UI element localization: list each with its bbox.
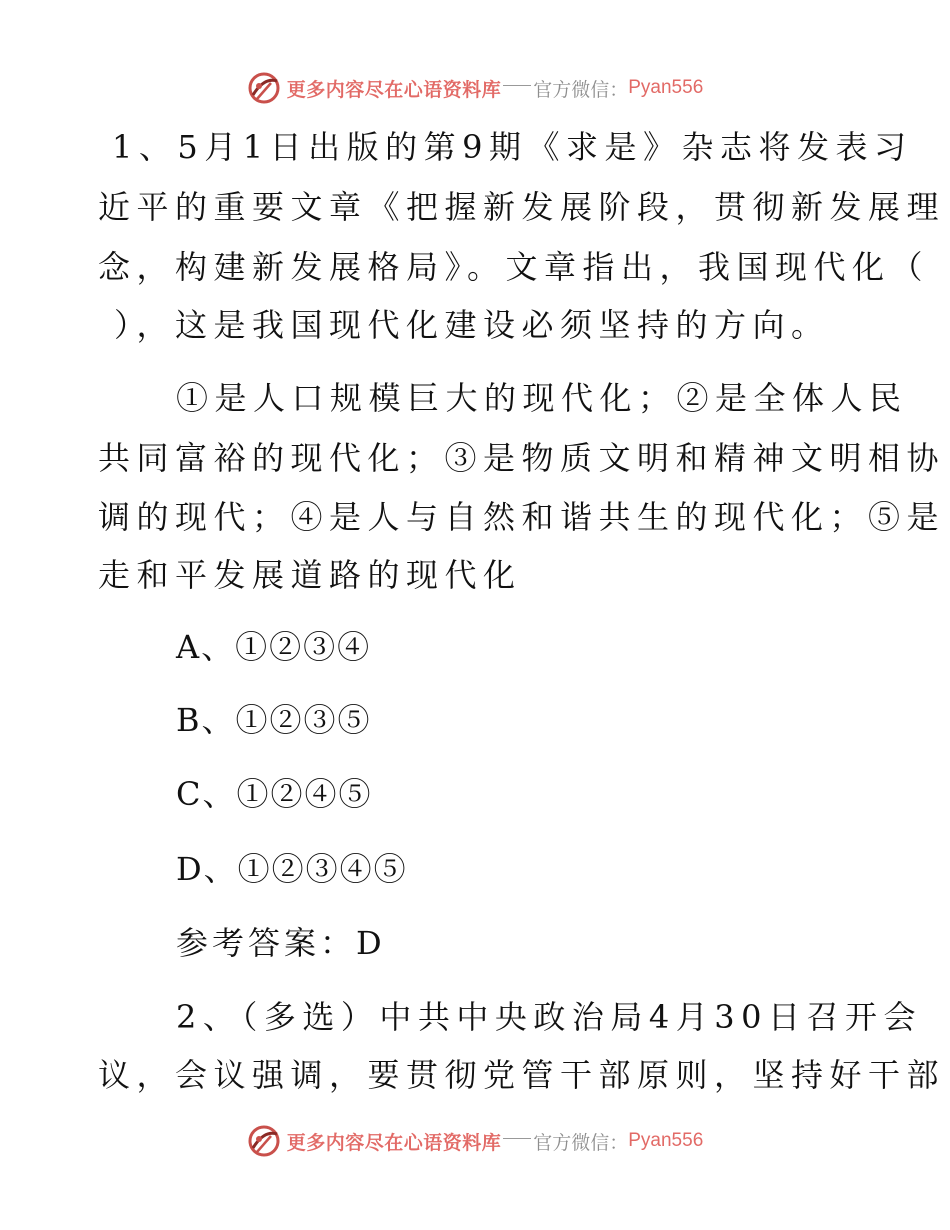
banner-separator	[503, 85, 531, 86]
banner-label: 官方微信：	[533, 78, 629, 101]
q1-line-2: 近平的重要文章《把握新发展阶段，贯彻新发展理	[98, 188, 946, 226]
header-watermark	[0, 68, 950, 108]
q1-option-d: D、①②③④⑤	[176, 850, 408, 888]
brand-logo-icon	[247, 71, 281, 105]
banner-wechat-id: Pyan556	[628, 77, 704, 98]
q1-answer: 参考答案：D	[176, 924, 386, 962]
q1-line-4: ），这是我国现代化建设必须坚持的方向。	[114, 306, 830, 344]
q1-statement-4: 走和平发展道路的现代化	[98, 556, 522, 594]
banner-main-text: 更多内容尽在心语资料库	[286, 1131, 502, 1154]
q2-line-1: 2、（多选）中共中央政治局4月30日召开会	[176, 998, 922, 1036]
banner-separator	[503, 1138, 531, 1139]
q1-line-3: 念，构建新发展格局》。文章指出，我国现代化（	[98, 248, 930, 286]
banner-wechat-id: Pyan556	[628, 1130, 704, 1151]
q1-statement-3: 调的现代；④是人与自然和谐共生的现代化；⑤是	[98, 498, 946, 536]
q1-option-a: A、①②③④	[176, 628, 372, 666]
q2-line-2: 议，会议强调，要贯彻党管干部原则，坚持好干部	[98, 1056, 946, 1094]
q1-line-1: 1、5月1日出版的第9期《求是》杂志将发表习	[112, 128, 913, 166]
brand-logo-icon	[247, 1124, 281, 1158]
footer-watermark	[0, 1121, 950, 1161]
q1-statement-1: ①是人口规模巨大的现代化；②是全体人民	[176, 379, 908, 417]
banner-main-text: 更多内容尽在心语资料库	[286, 78, 502, 101]
q1-option-b: B、①②③⑤	[176, 701, 372, 739]
banner-label: 官方微信：	[533, 1131, 629, 1154]
q1-statement-2: 共同富裕的现代化；③是物质文明和精神文明相协	[98, 439, 946, 477]
q1-option-c: C、①②④⑤	[176, 775, 373, 813]
